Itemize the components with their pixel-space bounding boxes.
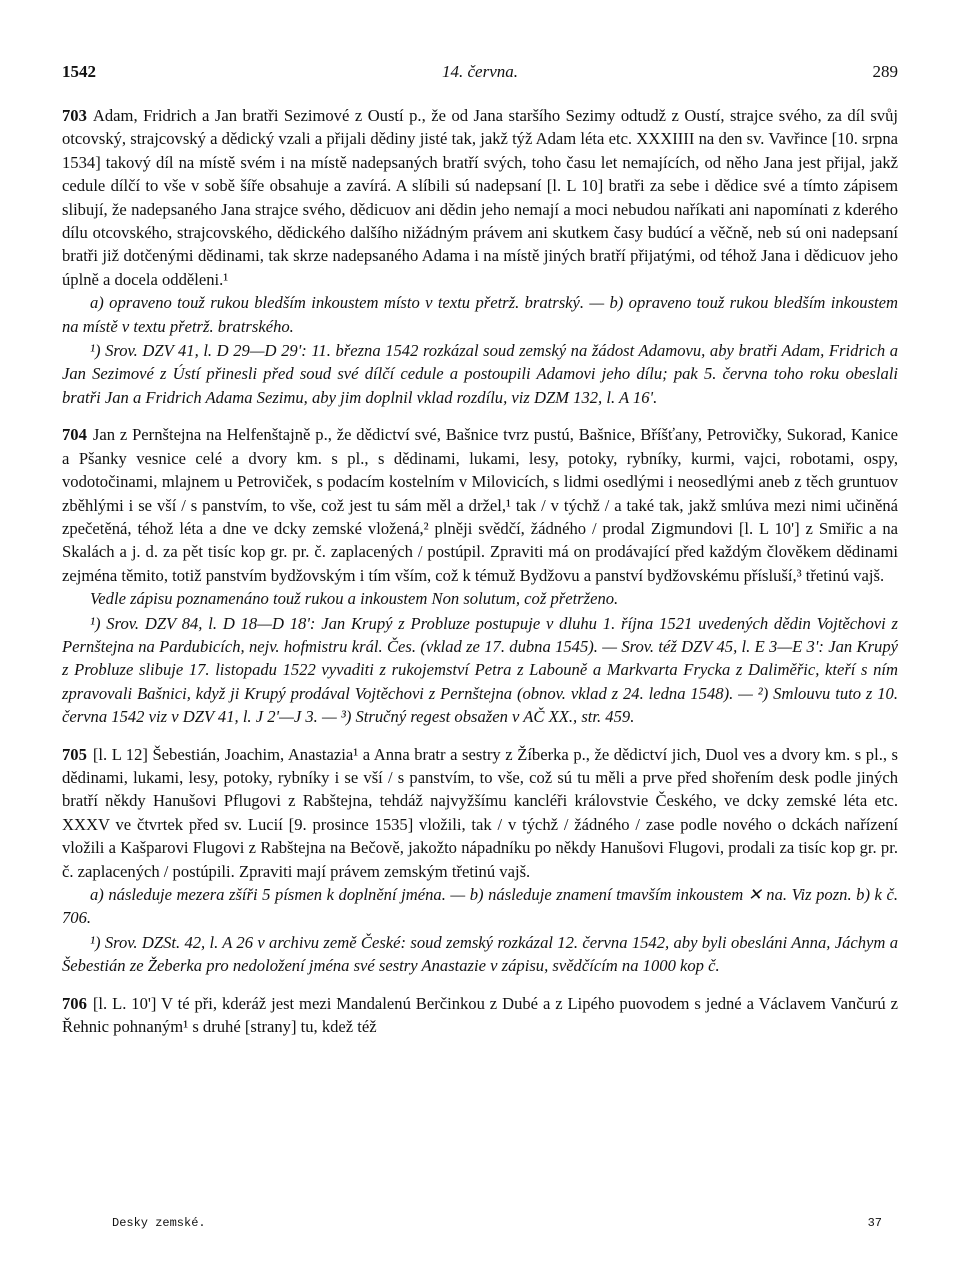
entry-number: 704 [62, 425, 87, 445]
entry-text [62, 104, 898, 291]
footnote: ¹) Srov. DZV 41, l. D 29—D 29': 11. března 1542 rozkázal soud zemský na žádost Adamovu, aby bratři Adam, Fridrich a Jan Sezimové z Ústí přinesli před soud své dílčí cedule a postoupili Adamovi jeho dílu; pak 5. června toho roku obeslali bratři Jan a Fridrich Adama Sezimu, aby jim doplnil vklad rozdílu, viz DZM 132, l. A 16'. [62, 341, 898, 407]
entry-705 [62, 743, 898, 978]
page-number: 289 [872, 62, 898, 81]
entry-704 [62, 423, 898, 728]
footnote: ¹) Srov. DZV 84, l. D 18—D 18': Jan Krupý z Probluze postupuje v dluhu 1. října 1521 uvedených dědin Vojtěchovi z Pernštejna na Pardubicích, nejv. hofmistru král. Čes. (vklad ze 17. dubna 1545). — Srov. též DZV 45, l. E 3—E 3': Jan Krupý z Probluze slibuje 17. listopadu 1522 vyvaditi z rukojemství Petra z Labouně a Markvarta Frycka z Daliměřic, kteří s ním zpravovali Bašnici, když ji Krupý prodával Vojtěchovi z Pernštejna (obnov. vklad z 24. ledna 1548). — ²) Smlouvu tuto z 10. června 1542 viz v DZV 41, l. J 2'—J 3. — ³) Stručný regest obsažen v AČ XX., str. 459. [62, 613, 898, 727]
entry-body: [l. L 12] Šebestián, Joachim, Anastazia¹ a Anna bratr a sestry z Žíberka p., že dědictví jich, Duol ves a dvory km. s pl., s dědinami, lukami, lesy, potoky, rybníky i se vší / s panstvím, to vše, což sú tu měli a prve před shořením desk podle jiných bratří někdy Hanušovi Pflugovi z Rabštejna, tehdáž najvyžšímu kancléři královstvie Českého, ve dcky zemské léta etc. XXXV ve čtvrtek před sv. Lucií [9. prosince 1535] vložili, tak / v týchž / žádného / zase podle nového o dckách nařízení vložili a Kašparovi Flugovi z Rabštejna na Bečově, jakožto nápadníku po někdy Hanušovi Flugovi, prodali za tisíc kop gr. pr. č. zaplacených / postúpili. Zpraviti mají právem zemským třetinú vajš. [62, 744, 898, 881]
footer-title: Desky zemské. [112, 1216, 206, 1230]
page-footer [112, 1216, 882, 1230]
entry-text [62, 992, 898, 1039]
footnote: a) následuje mezera zšíři 5 písmen k doplnění jména. — b) následuje znamení tmavším inkoustem ✕ na. Viz pozn. b) k č. 706. [62, 885, 898, 928]
entry-body: Adam, Fridrich a Jan bratři Sezimové z Oustí p., že od Jana staršího Sezimy odtudž z Oustí, strajce svého, za díl svůj otcovský, strajcovský a dědický vzali a přijali dědiny jisté tak, jakž týž Adam léta etc. XXXIIII na den sv. Vavřince [10. srpna 1534] takový díl na místě svém i na místě nadepsaných bratří svých, toho času let nemajících, od něho Jana jest přijal, jakž cedule dílčí to vše v sobě šíře obsahuje a zavírá. A slíbili sú nadepsaní [l. L 10] bratři za sebe i dědice své a tímto zápisem slibují, že nadepsaného Jana strajce svého, dědicuov ani dědin jeho nemají a moci nebudou naříkati ani napomínati z kderého dílu otcovského, strajcovského, dědického dalšího nižádným právem ani skutkem časy budúcí a věčně, neb sú oni nadepsaní bratři již dotčenými dědinami, tak skrze nadepsaného Adama i na místě jiných bratří přijatými, od téhož Jana i dědicuov jeho úplně a docela odděleni.¹ [62, 106, 898, 289]
signature-mark: 37 [867, 1216, 882, 1230]
entry-number: 703 [62, 106, 87, 125]
entry-text [62, 423, 898, 587]
footnote: a) opraveno touž rukou bledším inkoustem místo v textu přetrž. bratrský. — b) opraveno touž rukou bledším inkoustem na místě v textu přetrž. bratrského. [62, 293, 898, 336]
entry-706 [62, 992, 898, 1039]
footnote: ¹) Srov. DZSt. 42, l. A 26 v archivu země České: soud zemský rozkázal 12. června 1542, aby byli obesláni Anna, Jáchym a Šebestián ze Žeberka pro nedoložení jména své sestry Anastazie v zápisu, svědčícím na 1000 kop č. [62, 932, 898, 976]
entry-body: Jan z Pernštejna na Helfenštajně p., že dědictví své, Bašnice tvrz pustú, Bašnice, Bříšťany, Petrovičky, Sukorad, Kanice a Pšanky vesnice celé a dvory km. s pl., s dědinami, lukami, lesy, potoky, rybníky, kurmi, vajci, robotami, ospy, vodotočinami, mlajnem u Petroviček, s podacím kostelním v Milovicích, s lidmi osedlými i neosedlými aneb z těch gruntuov zběhlými i se vší / s panstvím, to vše, což jest tu sám měl a držel,¹ tak / v týchž / a také tak, jakž smlúva mezi nimi učiněná zpečetěná, téhož léta a dne ve dcky zemské vložená,² plněji svědčí, žádného / prodal Zigmundovi [l. L 10'] z Smiřic a na Skalách a j. d. za pět tisíc kop gr. pr. č. zaplacených / postúpil. Zpraviti má on prodávající před každým člověkem dědinami zejména těmito, totiž panstvím bydžovským i tím vším, což k témuž Bydžovu a panství bydžovskému přísluší,³ třetinú vajš. [62, 425, 898, 585]
entry-703 [62, 104, 898, 409]
entry-number: 705 [62, 744, 87, 764]
entry-body: [l. L. 10'] V té při, kderáž jest mezi Mandalenú Berčinkou z Dubé a z Lipého puovodem s jedné a Václavem Vančurú z Řehnic pohnaným¹ s druhé [strany] tu, kdež též [62, 993, 898, 1037]
header-date: 14. června. [441, 62, 518, 81]
document-page [62, 62, 898, 1038]
entry-text [62, 743, 898, 883]
page-header [62, 62, 898, 90]
header-year: 1542 [62, 62, 96, 81]
entry-number: 706 [62, 993, 87, 1013]
footnote: Vedle zápisu poznamenáno touž rukou a inkoustem Non solutum, což přetrženo. [90, 589, 619, 609]
